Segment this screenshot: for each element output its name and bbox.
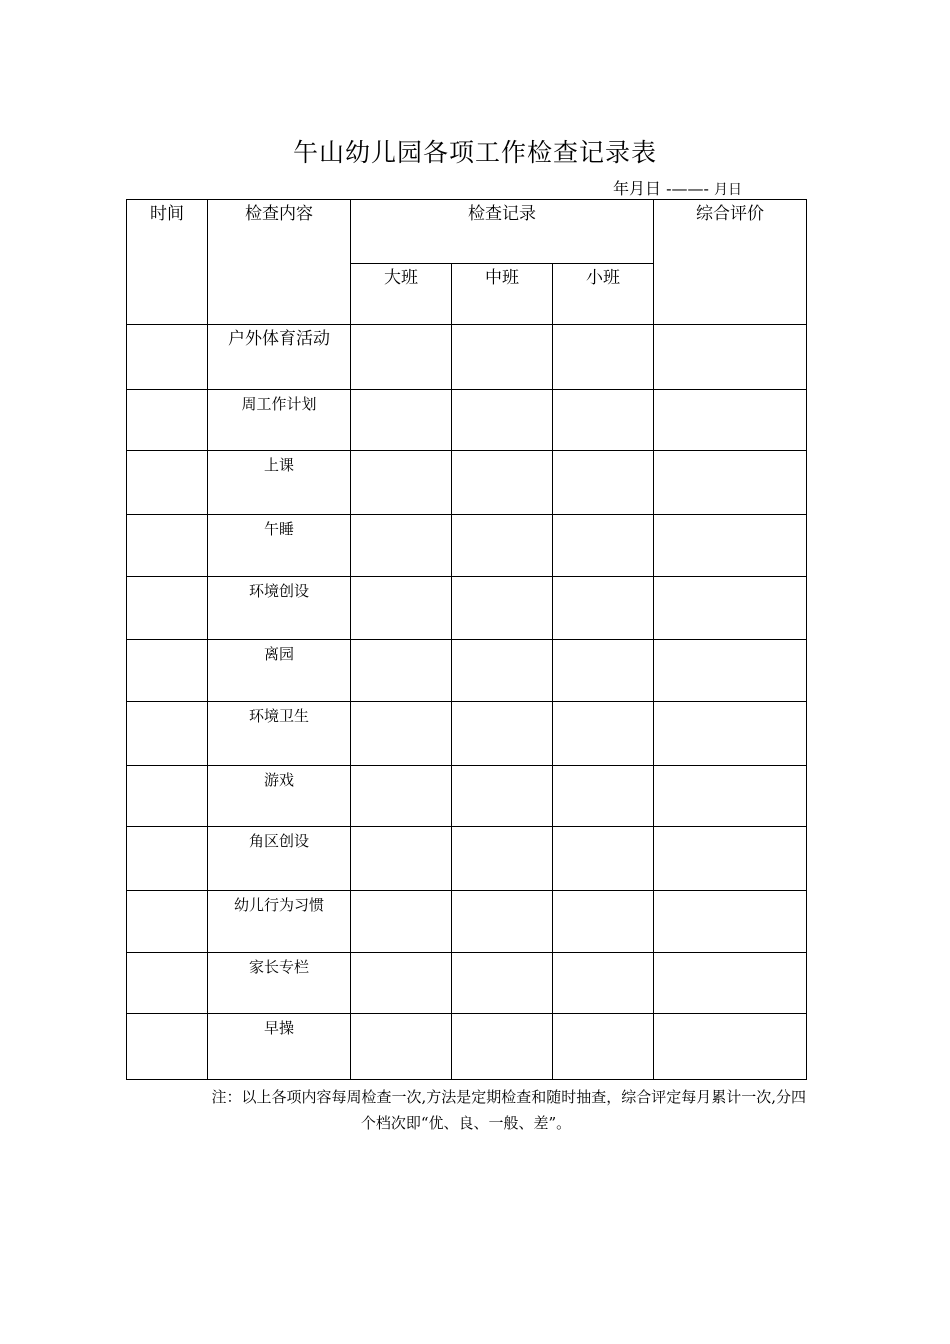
evaluation-cell: [654, 325, 807, 390]
large-class-cell: [351, 766, 452, 827]
middle-class-cell: [452, 577, 553, 640]
small-class-cell: [553, 515, 654, 577]
content-cell: 离园: [208, 640, 351, 702]
content-cell: 幼儿行为习惯: [208, 891, 351, 953]
content-cell: 环境创设: [208, 577, 351, 640]
footnote-line-1: 注：以上各项内容每周检查一次,方法是定期检查和随时抽查，综合评定每月累计一次,分四: [211, 1088, 806, 1106]
large-class-cell: [351, 577, 452, 640]
small-class-cell: [553, 325, 654, 390]
large-class-cell: [351, 390, 452, 451]
content-cell: 户外体育活动: [208, 325, 351, 390]
small-class-cell: [553, 390, 654, 451]
table-row: [127, 953, 807, 1014]
content-cell: 上课: [208, 451, 351, 515]
table-row: [127, 515, 807, 577]
evaluation-cell: [654, 891, 807, 953]
content-cell: 角区创设: [208, 827, 351, 891]
middle-class-cell: [452, 827, 553, 891]
table-row: [127, 577, 807, 640]
table-row: [127, 451, 807, 515]
time-cell: [127, 827, 208, 891]
evaluation-cell: [654, 702, 807, 766]
time-cell: [127, 390, 208, 451]
table-row: [127, 390, 807, 451]
middle-class-cell: [452, 640, 553, 702]
content-cell: 游戏: [208, 766, 351, 827]
large-class-cell: [351, 640, 452, 702]
small-class-cell: [553, 953, 654, 1014]
page-title: 午山幼儿园各项工作检查记录表: [292, 138, 657, 167]
time-cell: [127, 451, 208, 515]
header-record: 检查记录: [351, 200, 654, 264]
time-cell: [127, 325, 208, 390]
date-range-line: [613, 176, 742, 199]
evaluation-cell: [654, 953, 807, 1014]
middle-class-cell: [452, 451, 553, 515]
evaluation-cell: [654, 451, 807, 515]
small-class-cell: [553, 702, 654, 766]
footnote: [126, 1084, 806, 1136]
evaluation-cell: [654, 766, 807, 827]
footnote-line-2: 个档次即“优、良、一般、差”。: [360, 1114, 572, 1132]
content-cell: 家长专栏: [208, 953, 351, 1014]
table-row: [127, 766, 807, 827]
large-class-cell: [351, 953, 452, 1014]
time-cell: [127, 640, 208, 702]
large-class-cell: [351, 325, 452, 390]
middle-class-cell: [452, 390, 553, 451]
content-cell: 环境卫生: [208, 702, 351, 766]
date-range-end: 月日: [714, 182, 742, 198]
small-class-cell: [553, 577, 654, 640]
time-cell: [127, 577, 208, 640]
time-cell: [127, 1014, 208, 1080]
small-class-cell: [553, 827, 654, 891]
middle-class-cell: [452, 953, 553, 1014]
small-class-cell: [553, 891, 654, 953]
middle-class-cell: [452, 766, 553, 827]
small-class-cell: [553, 1014, 654, 1080]
header-class-large: 大班: [351, 264, 452, 325]
evaluation-cell: [654, 577, 807, 640]
evaluation-cell: [654, 1014, 807, 1080]
evaluation-cell: [654, 640, 807, 702]
middle-class-cell: [452, 515, 553, 577]
evaluation-cell: [654, 390, 807, 451]
table-row: [127, 702, 807, 766]
content-cell: 周工作计划: [208, 390, 351, 451]
inspection-table: [126, 199, 807, 1080]
small-class-cell: [553, 766, 654, 827]
middle-class-cell: [452, 1014, 553, 1080]
table-row: [127, 640, 807, 702]
time-cell: [127, 702, 208, 766]
small-class-cell: [553, 451, 654, 515]
table-row: [127, 325, 807, 390]
table-row: [127, 1014, 807, 1080]
large-class-cell: [351, 451, 452, 515]
header-time: 时间: [127, 200, 208, 325]
header-content: 检查内容: [208, 200, 351, 325]
content-cell: 早操: [208, 1014, 351, 1080]
large-class-cell: [351, 702, 452, 766]
date-range-start: 年月日 -——-: [613, 179, 709, 198]
time-cell: [127, 766, 208, 827]
evaluation-cell: [654, 515, 807, 577]
middle-class-cell: [452, 702, 553, 766]
content-cell: 午睡: [208, 515, 351, 577]
time-cell: [127, 515, 208, 577]
table-row: [127, 827, 807, 891]
small-class-cell: [553, 640, 654, 702]
evaluation-cell: [654, 827, 807, 891]
table-row: [127, 891, 807, 953]
header-class-small: 小班: [553, 264, 654, 325]
header-class-middle: 中班: [452, 264, 553, 325]
middle-class-cell: [452, 891, 553, 953]
large-class-cell: [351, 827, 452, 891]
header-evaluation: 综合评价: [654, 200, 807, 325]
time-cell: [127, 891, 208, 953]
large-class-cell: [351, 1014, 452, 1080]
time-cell: [127, 953, 208, 1014]
large-class-cell: [351, 515, 452, 577]
middle-class-cell: [452, 325, 553, 390]
large-class-cell: [351, 891, 452, 953]
